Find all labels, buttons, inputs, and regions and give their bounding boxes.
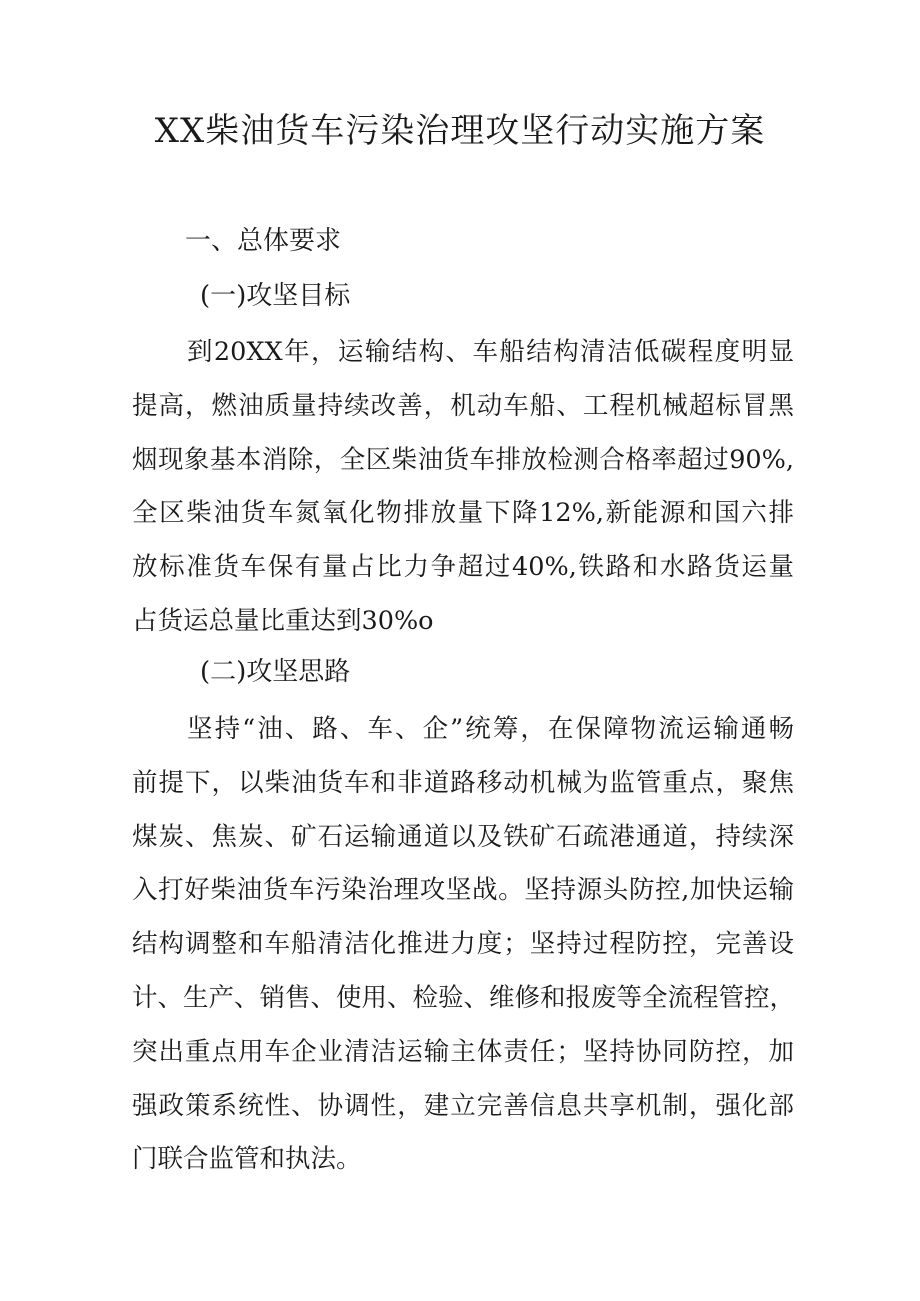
paragraph-line: 煤炭、焦炭、矿石运输通道以及铁矿石疏港通道，持续深 [132, 821, 794, 852]
paragraph-line: 占货运总量比重达到30%o [132, 605, 434, 636]
document-title: XX柴油货车污染治理攻坚行动实施方案 [154, 111, 766, 151]
paragraph-line: 全区柴油货车氮氧化物排放量下降12%,新能源和国六排 [132, 498, 794, 529]
paragraph-line: 入打好柴油货车污染治理攻坚战。坚持源头防控,加快运输 [132, 875, 794, 906]
paragraph-line: 突出重点用车企业清洁运输主体责任；坚持协同防控，加 [132, 1036, 794, 1067]
paragraph-line: 前提下，以柴油货车和非道路移动机械为监管重点，聚焦 [132, 767, 794, 798]
subsection-heading-approach: (二)攻坚思路 [200, 657, 351, 687]
paragraph-goals [132, 326, 794, 649]
paragraph-line: 门联合监管和执法。 [132, 1144, 362, 1175]
paragraph-line: 放标准货车保有量占比力争超过40%,铁路和水路货运量 [132, 552, 794, 583]
paragraph-line: 强政策系统性、协调性，建立完善信息共享机制，强化部 [132, 1090, 794, 1121]
subsection-heading-goals: (一)攻坚目标 [200, 281, 351, 311]
paragraph-line: 坚持“油、路、车、企”统筹，在保障物流运输通畅 [187, 714, 794, 744]
paragraph-approach [132, 703, 794, 1187]
paragraph-line: 烟现象基本消除，全区柴油货车排放检测合格率超过90%, [132, 444, 794, 475]
section-heading-general-requirements: 一、总体要求 [185, 226, 342, 256]
paragraph-line: 提高，燃油质量持续改善，机动车船、工程机械超标冒黑 [132, 390, 794, 421]
paragraph-line: 到20XX年，运输结构、车船结构清洁低碳程度明显 [187, 337, 794, 367]
paragraph-line: 计、生产、销售、使用、检验、维修和报废等全流程管控， [132, 982, 796, 1013]
paragraph-line: 结构调整和车船清洁化推进力度；坚持过程防控，完善设 [132, 929, 794, 960]
